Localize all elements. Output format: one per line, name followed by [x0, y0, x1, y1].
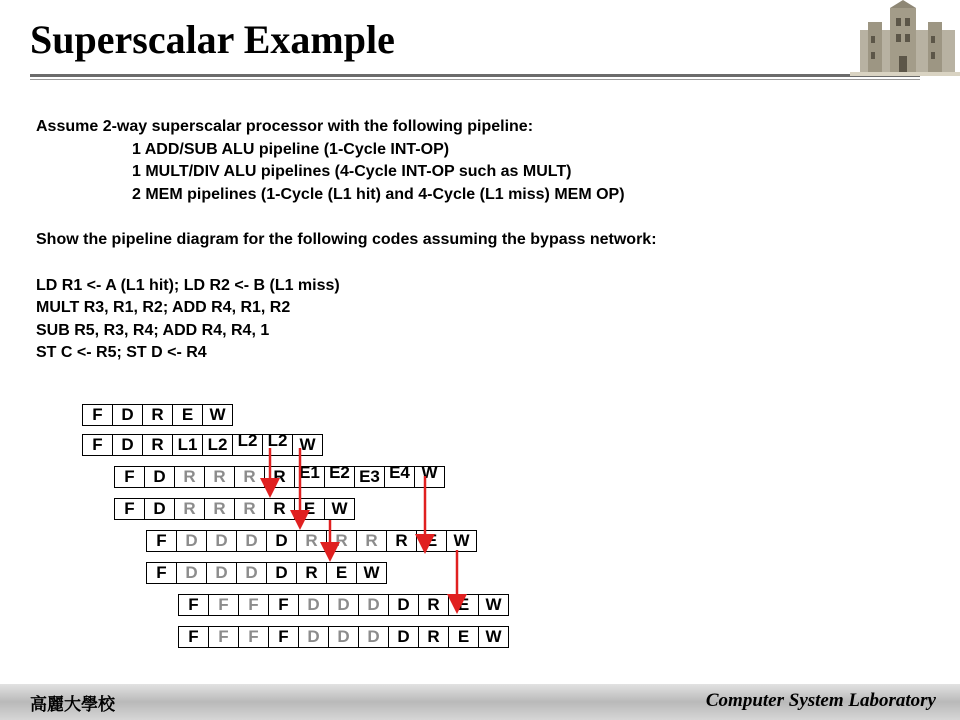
title-underline-thin	[30, 79, 920, 80]
stall-cell: D	[206, 530, 236, 552]
stage-cell: F	[178, 594, 208, 616]
stage-cell: W	[202, 404, 233, 426]
stall-cell: D	[206, 562, 236, 584]
pipeline-row-add-imm	[146, 562, 387, 584]
stage-cell: R	[418, 626, 448, 648]
code-line-3: SUB R5, R3, R4; ADD R4, R4, 1	[36, 321, 270, 339]
instruction-line: Show the pipeline diagram for the following codes assuming the bypass network:	[36, 231, 657, 248]
stage-cell: F	[114, 466, 144, 488]
stall-cell: D	[298, 626, 328, 648]
code-line-2: MULT R3, R1, R2; ADD R4, R1, R2	[36, 299, 291, 316]
stage-cell: F	[146, 530, 176, 552]
stall-cell: D	[358, 626, 388, 648]
alu-pipeline-line: 1 ADD/SUB ALU pipeline (1-Cycle INT-OP)	[132, 140, 450, 158]
stall-cell: R	[204, 466, 234, 488]
stage-cell: R	[386, 530, 416, 552]
stage-cell: F	[114, 498, 144, 520]
university-building-logo	[850, 0, 960, 76]
stall-cell: D	[328, 626, 358, 648]
code-line-1: LD R1 <- A (L1 hit); LD R2 <- B (L1 miss)	[36, 276, 340, 294]
problem-statement	[36, 116, 657, 365]
code-line-4: ST C <- R5; ST D <- R4	[36, 344, 207, 361]
stage-cell: W	[356, 562, 387, 584]
stage-cell: F	[268, 594, 298, 616]
stage-cell: F	[82, 404, 112, 426]
title-underline	[30, 74, 920, 77]
stage-cell: W	[292, 434, 323, 456]
stall-cell: R	[296, 530, 326, 552]
stage-cell: L2	[202, 434, 232, 456]
stage-cell: D	[112, 434, 142, 456]
stall-cell: D	[236, 562, 266, 584]
stage-cell: D	[144, 498, 174, 520]
slide-title: Superscalar Example	[30, 17, 395, 62]
stage-cell: R	[142, 434, 172, 456]
stall-cell: D	[176, 530, 206, 552]
stage-cell: F	[146, 562, 176, 584]
stage-cell: F	[178, 626, 208, 648]
lab-name: Computer System Laboratory	[705, 690, 936, 711]
stall-cell: D	[358, 594, 388, 616]
stage-cell: R	[296, 562, 326, 584]
stage-cell: W	[478, 626, 509, 648]
pipeline-row-st-d	[178, 626, 509, 648]
stall-cell: R	[204, 498, 234, 520]
pipeline-row-st-c	[178, 594, 509, 616]
stage-cell: E	[326, 562, 356, 584]
stage-cell: F	[268, 626, 298, 648]
stall-cell: R	[356, 530, 386, 552]
stage-cell: E	[448, 626, 478, 648]
stage-cell: E	[448, 594, 478, 616]
stall-cell: R	[234, 466, 264, 488]
stage-cell: E2	[324, 466, 354, 488]
mem-pipeline-line: 2 MEM pipelines (1-Cycle (L1 hit) and 4-Cycle (L1 miss) MEM OP)	[132, 185, 625, 203]
stage-cell: E1	[294, 466, 324, 488]
university-name: 高麗大學校	[30, 695, 115, 715]
stall-cell: R	[174, 466, 204, 488]
stage-cell: E	[416, 530, 446, 552]
stage-cell: E4	[384, 466, 414, 488]
stage-cell: E3	[354, 466, 384, 488]
stage-cell: R	[142, 404, 172, 426]
stall-cell: R	[174, 498, 204, 520]
stage-cell: W	[324, 498, 355, 520]
mult-pipeline-line: 1 MULT/DIV ALU pipelines (4-Cycle INT-OP such as MULT)	[132, 163, 572, 180]
stage-cell: W	[478, 594, 509, 616]
pipeline-row-sub	[146, 530, 477, 552]
stall-cell: F	[238, 594, 268, 616]
stage-cell: R	[264, 498, 294, 520]
stall-cell: R	[326, 530, 356, 552]
stall-cell: R	[234, 498, 264, 520]
stage-cell: D	[144, 466, 174, 488]
stage-cell: L2	[232, 434, 262, 456]
stage-cell: R	[418, 594, 448, 616]
stall-cell: D	[236, 530, 266, 552]
pipeline-row-ld-r1	[82, 404, 233, 426]
pipeline-row-add	[114, 498, 355, 520]
stage-cell: E	[172, 404, 202, 426]
stage-cell: W	[446, 530, 477, 552]
stage-cell: D	[112, 404, 142, 426]
stall-cell: F	[208, 594, 238, 616]
stall-cell: D	[328, 594, 358, 616]
stage-cell: R	[264, 466, 294, 488]
stall-cell: F	[238, 626, 268, 648]
assumption-line: Assume 2-way superscalar processor with the following pipeline:	[36, 118, 534, 135]
pipeline-row-ld-r2	[82, 431, 323, 456]
pipeline-row-mult	[114, 463, 445, 488]
stage-cell: D	[266, 562, 296, 584]
stall-cell: F	[208, 626, 238, 648]
stage-cell: L2	[262, 434, 292, 456]
stage-cell: D	[266, 530, 296, 552]
stage-cell: D	[388, 594, 418, 616]
stall-cell: D	[298, 594, 328, 616]
stall-cell: D	[176, 562, 206, 584]
stage-cell: L1	[172, 434, 202, 456]
stage-cell: E	[294, 498, 324, 520]
stage-cell: W	[414, 466, 445, 488]
stage-cell: D	[388, 626, 418, 648]
stage-cell: F	[82, 434, 112, 456]
